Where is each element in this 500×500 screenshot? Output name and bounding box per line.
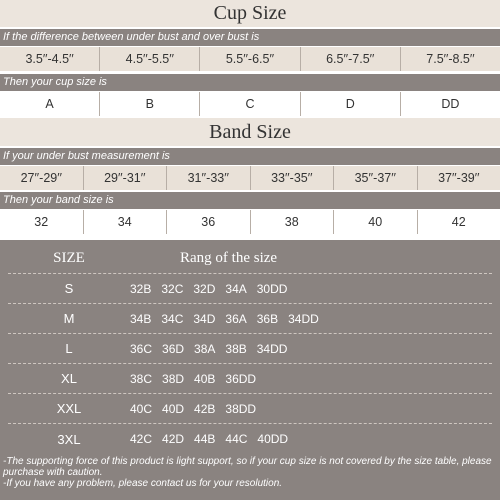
cup-result-prompt: Then your cup size is xyxy=(0,74,500,91)
size-value: 30DD xyxy=(256,281,288,296)
table-row xyxy=(8,394,492,424)
cup-size-cell: B xyxy=(99,92,199,116)
size-value: 42C xyxy=(130,432,153,446)
size-label: S xyxy=(64,281,74,296)
band-range-cell: 29′′-31′′ xyxy=(83,166,167,190)
table-row xyxy=(8,334,492,364)
size-value: 42B xyxy=(194,401,216,416)
size-value: 40DD xyxy=(257,432,289,446)
cup-size-cell: DD xyxy=(400,92,500,116)
size-value: 38C xyxy=(130,371,153,386)
size-label: L xyxy=(65,341,73,356)
cup-range-row xyxy=(0,47,500,71)
size-label: M xyxy=(63,311,75,326)
band-size-cell: 40 xyxy=(333,210,417,234)
size-value: 32B xyxy=(130,281,152,296)
size-values xyxy=(130,312,329,326)
size-value: 34C xyxy=(161,311,184,326)
size-values xyxy=(130,402,266,416)
size-value: 44C xyxy=(225,432,248,446)
cup-size-cell: D xyxy=(300,92,400,116)
cup-range-cell: 5.5′′-6.5′′ xyxy=(199,47,299,71)
cup-size-row xyxy=(0,92,500,116)
cup-range-cell: 7.5′′-8.5′′ xyxy=(400,47,500,71)
band-size-cell: 36 xyxy=(166,210,250,234)
band-range-cell: 27′′-29′′ xyxy=(20,171,62,185)
size-value: 38A xyxy=(194,341,216,356)
size-value: 34A xyxy=(225,281,247,296)
size-label: 3XL xyxy=(57,431,81,447)
band-result-prompt: Then your band size is xyxy=(0,192,500,209)
size-value: 36B xyxy=(256,311,279,326)
band-range-cell: 33′′-35′′ xyxy=(250,166,334,190)
band-size-title: Band Size xyxy=(0,118,500,146)
footer-notes xyxy=(0,452,500,500)
cup-range-cell: 4.5′′-5.5′′ xyxy=(99,47,199,71)
cup-diff-prompt: If the difference between under bust and over bust is xyxy=(0,29,500,46)
band-range-cell: 31′′-33′′ xyxy=(166,166,250,190)
size-value: 44B xyxy=(194,432,216,446)
cup-size-cell: A xyxy=(45,97,54,111)
size-value: 32C xyxy=(161,281,184,296)
size-value: 38D xyxy=(162,371,185,386)
size-value: 34B xyxy=(130,311,152,326)
size-value: 34D xyxy=(193,311,216,326)
band-range-cell: 37′′-39′′ xyxy=(417,166,500,190)
range-column-header: Rang of the size xyxy=(180,250,278,266)
size-value: 40D xyxy=(162,401,185,416)
size-column-header: SIZE xyxy=(53,250,85,266)
table-header-row xyxy=(8,244,492,274)
size-values xyxy=(130,432,298,446)
band-size-cell: 34 xyxy=(83,210,167,234)
cup-size-title: Cup Size xyxy=(0,0,500,27)
size-value: 34DD xyxy=(256,341,288,356)
size-value: 40C xyxy=(130,401,153,416)
table-row xyxy=(8,304,492,334)
table-row xyxy=(8,274,492,304)
size-values xyxy=(130,282,297,296)
cup-size-cell: C xyxy=(199,92,299,116)
size-range-table xyxy=(0,240,500,452)
size-value: 36DD xyxy=(225,371,257,386)
size-value: 38B xyxy=(225,341,247,356)
band-size-cell: 32 xyxy=(34,215,49,229)
size-value: 40B xyxy=(194,371,216,386)
band-size-cell: 38 xyxy=(250,210,334,234)
size-value: 38DD xyxy=(225,401,257,416)
size-label: XXL xyxy=(56,401,82,416)
cup-range-cell: 3.5′′-4.5′′ xyxy=(25,52,74,66)
size-value: 36C xyxy=(130,341,153,356)
band-size-row xyxy=(0,210,500,234)
size-value: 34DD xyxy=(288,311,319,326)
band-size-cell: 42 xyxy=(417,210,500,234)
band-range-row xyxy=(0,166,500,190)
contact-note: -If you have any problem, please contact us for your resolution. xyxy=(3,478,283,489)
cup-range-cell: 6.5′′-7.5′′ xyxy=(300,47,400,71)
size-value: 36D xyxy=(162,341,185,356)
size-value: 32D xyxy=(193,281,216,296)
size-value: 42D xyxy=(162,432,185,446)
table-row xyxy=(8,424,492,454)
support-note: -The supporting force of this product is light support, so if your cup size is not covered by the size table, please purchase with caution. xyxy=(3,456,492,478)
size-value: 36A xyxy=(225,311,247,326)
band-measure-prompt: If your under bust measurement is xyxy=(0,148,500,165)
size-values xyxy=(130,372,266,386)
size-values xyxy=(130,342,297,356)
table-row xyxy=(8,364,492,394)
band-range-cell: 35′′-37′′ xyxy=(333,166,417,190)
size-label: XL xyxy=(61,371,77,386)
